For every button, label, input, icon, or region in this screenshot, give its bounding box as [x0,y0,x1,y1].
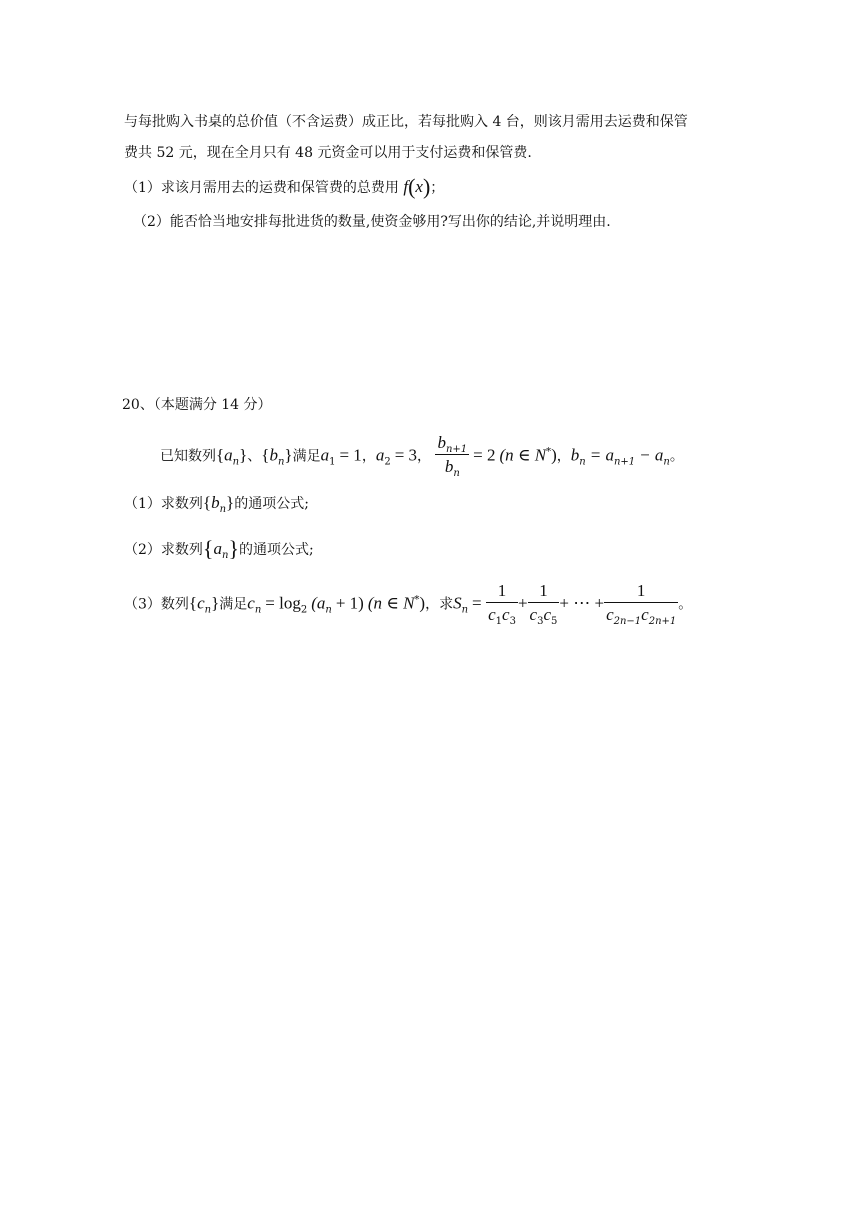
p20-a1-val: = 1 [339,445,362,465]
p20-bdef: b [570,445,580,465]
p20-q3-ask: ，求 [425,596,454,613]
p20-q3-cond: (n ∈ N [367,593,415,613]
p20-sep: 、 [247,448,262,465]
p20-t2-b: c [543,605,551,624]
p20-q1-pre: （1）求数列 [124,496,203,512]
p20-t1-a: c [488,605,496,624]
p20-t3-a-sub: 2n−1 [613,616,642,627]
p20-t2-a: c [529,605,538,624]
p20-t3-b: c [641,605,649,624]
p20-q1-post: 的通项公式; [234,496,309,512]
p20-q3-pre: （3）数列 [124,596,189,613]
p20-q3-satisfy: 满足 [219,596,248,613]
p20-log-arg: (a [311,593,326,613]
p20-s-sub: n [461,604,469,616]
p20-a2-val: = 3 [394,445,418,465]
p20-cdef-rhs: = log [265,593,301,613]
p20-frac-num: b [437,433,446,452]
p20-q2-post: 的通项公式; [239,542,314,558]
p20-q3: （3）数列$\{c_n\}$满足$c_n = \log_2 (a_n + 1)$ (n ∈ N*)，求$S_n$ = $\frac{1}{c_1c_3}$ + $\frac{1}{c_3c_5}$ + ⋯ + $\frac{1}{c_{2n-1}c_{2n+1}}$ 。 [124,581,693,627]
p20-satisfy: 满足 [292,448,321,465]
p19-line2: 费共 52 元，现在全月只有 48 元资金可以用于支付运费和保管费. [124,145,532,161]
p20-ratio-val: = 2 [473,445,496,465]
p20-t1-b: c [502,605,510,624]
p20-comma3: ， [556,448,571,465]
p20-t3-b-sub: 2n+1 [648,616,677,627]
p20-cond-close: ) [551,445,557,465]
p19-q1-end: ； [430,180,445,196]
p20-q2: （2）求数列$\{a_n\}$的通项公式; [124,536,314,561]
p20-t2-a-sub: 3 [537,616,544,627]
p20-header: 20、（本题满分 14 分） [122,397,272,413]
p20-frac-den: b [444,457,454,476]
p20-term1-num: 1 [497,581,507,600]
p20-q3-cond-close: ) [419,593,426,613]
p20-t1-a-sub: 1 [495,616,503,627]
p19-line1: 与每批购入书桌的总价值（不含运费）成正比，若每批购入 4 台，则该月需用去运费和保管 [124,114,688,130]
p20-intro-text: 已知数列 [160,448,216,465]
p20-term2-num: 1 [539,581,548,600]
p20-term2 [528,581,560,627]
p20-a2-sub: 2 [384,456,391,468]
p20-log-arg-sub: n [325,604,332,616]
p20-term3 [604,581,678,627]
p20-cond: (n ∈ N [499,445,547,465]
p20-term1 [486,581,518,627]
p20-end: 。 [678,596,693,613]
p20-frac-den-sub: n [453,468,460,479]
p19-q1-func: f [403,177,409,196]
p20-log-arg-end: + 1) [335,593,364,613]
p19-q1: （1）求该月需用去的运费和保管费的总费用 f(x)； [124,174,445,199]
p20-q3-cond-star: * [414,594,420,606]
p20-comma2: ， [417,448,432,465]
p20-a1: a [320,445,330,465]
p20-eq: = [472,593,482,613]
p20-bdef-rhs1: = a [589,445,614,465]
p20-frac-num-sub: n+1 [445,444,468,455]
p20-period: 。 [669,448,684,465]
p20-bdef-rhs2-sub: n [663,456,670,468]
p20-t1-b-sub: 3 [509,616,516,627]
p20-intro: 已知数列$\{a_n\}$、$\{b_n\}$满足$a_1 = 1$，$a_2 = 3$， $\frac{b_{n+1}}{b_n}$ = 2 (n ∈ N*)，$b_n = a_{n+1} - a_n$。 [160,433,684,479]
p20-s: S [453,593,462,613]
p20-t2-b-sub: 5 [551,616,558,627]
p20-ratio-fraction [435,433,469,479]
p20-log-base: 2 [300,604,308,616]
p20-bdef-rhs2: − a [639,445,664,465]
p20-bdef-sub: n [579,456,586,468]
p20-comma1: ， [361,448,376,465]
p20-cond-star: * [546,446,552,458]
p20-a2: a [375,445,385,465]
p20-dots: + ⋯ + [559,593,605,613]
p19-q1-text: （1）求该月需用去的运费和保管费的总费用 [124,180,399,196]
p19-q1-var: x [415,177,423,196]
p20-q2-pre: （2）求数列 [124,542,203,558]
p20-plus: + [517,593,528,613]
p20-cdef: c [247,593,255,613]
p19-q2: （2）能否恰当地安排每批进货的数量,使资金够用?写出你的结论,并说明理由. [133,214,611,230]
p20-t3-a: c [606,605,614,624]
p20-a1-sub: 1 [329,456,336,468]
p20-term3-num: 1 [636,581,646,600]
p20-bdef-rhs1-sub: n+1 [613,456,636,468]
p20-q1: （1）求数列$\{b_n\}$的通项公式; [124,493,309,515]
p20-cdef-sub: n [254,604,262,616]
